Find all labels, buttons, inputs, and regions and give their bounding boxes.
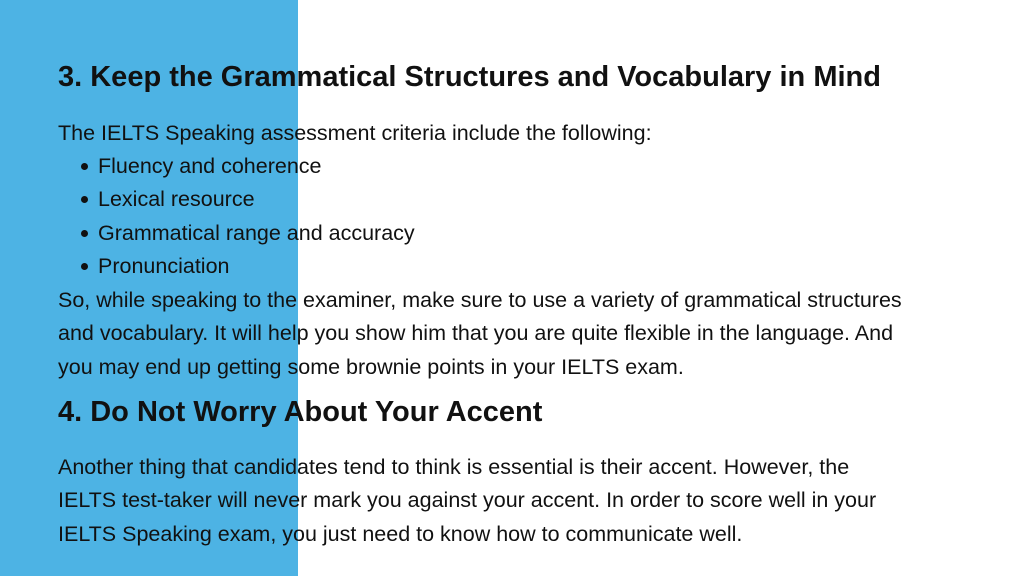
paragraph-line: Another thing that candidates tend to think is essential is their accent. However, the	[58, 455, 850, 479]
criteria-label: Fluency and coherence	[98, 154, 322, 178]
paragraph-line: IELTS Speaking exam, you just need to know how to communicate well.	[58, 521, 743, 546]
paragraph-line: you may end up getting some brownie points in your IELTS exam.	[58, 354, 684, 379]
criteria-label: Lexical resource	[98, 187, 255, 212]
criteria-label: Pronunciation	[98, 253, 230, 278]
list-item	[58, 251, 415, 284]
list-item	[58, 218, 415, 251]
section-3-heading: 3. Keep the Grammatical Structures and Vocabulary in Mind	[58, 61, 881, 93]
criteria-intro-text: The IELTS Speaking assessment criteria include the following:	[58, 121, 652, 145]
paragraph-line: So, while speaking to the examiner, make sure to use a variety of grammatical structures	[58, 288, 902, 312]
criteria-list	[58, 151, 415, 284]
bullet-icon	[81, 196, 88, 203]
list-item	[58, 151, 415, 184]
bullet-icon	[81, 163, 88, 170]
bullet-icon	[81, 263, 88, 270]
paragraph-line: IELTS test-taker will never mark you against your accent. In order to score well in your	[58, 488, 877, 513]
list-item	[58, 184, 415, 217]
section-4-heading: 4. Do Not Worry About Your Accent	[58, 396, 543, 428]
section-3-paragraph	[58, 284, 902, 384]
criteria-label: Grammatical range and accuracy	[98, 220, 415, 245]
paragraph-line: and vocabulary. It will help you show him that you are quite flexible in the language. And	[58, 321, 894, 346]
bullet-icon	[81, 230, 88, 237]
section-4-paragraph	[58, 451, 876, 551]
